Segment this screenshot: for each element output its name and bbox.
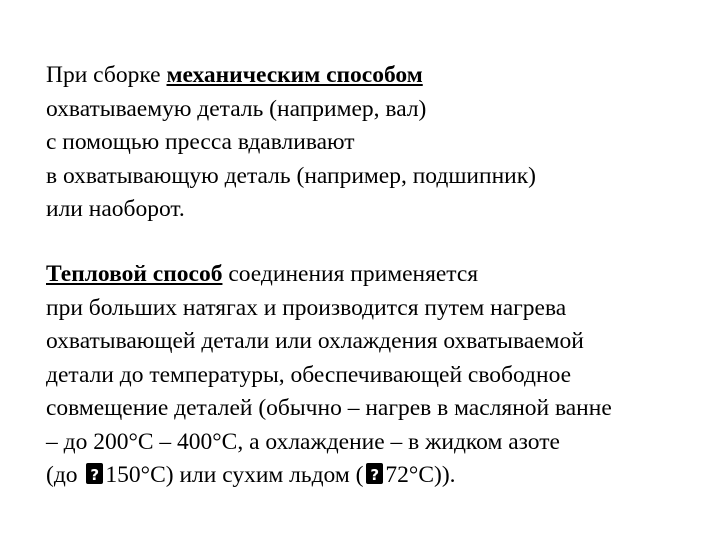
text-line: с помощью пресса вдавливают [46, 129, 355, 155]
missing-glyph-icon [86, 463, 103, 484]
paragraph-thermal-method [46, 258, 718, 493]
text-line: охватываемую деталь (например, вал) [46, 95, 427, 122]
text-line: охватывающей детали или охлаждения охватываемой [46, 328, 584, 354]
missing-glyph-icon [366, 463, 383, 484]
emphasis-mechanical-method: механическим способом [166, 62, 423, 88]
text-run: 72°С)). [385, 462, 456, 488]
text-run: При сборке [46, 62, 167, 88]
text-line: совмещение деталей (обычно – нагрев в масляной ванне [46, 395, 612, 421]
text-run: (до [46, 462, 84, 488]
text-line: детали до температуры, обеспечивающей свободное [46, 361, 572, 388]
text-line: или наоборот. [46, 196, 185, 222]
text-run: 150°С) или сухим льдом ( [105, 462, 364, 488]
text-line [46, 258, 718, 292]
text-line [46, 59, 718, 93]
text-line: в охватывающую деталь (например, подшипник) [46, 162, 536, 189]
text-line: при больших натягах и производится путем нагрева [46, 294, 567, 321]
emphasis-thermal-method: Тепловой способ [46, 261, 223, 287]
text-line [46, 459, 718, 493]
text-line: – до 200°С – 400°С, а охлаждение – в жидком азоте [46, 428, 560, 455]
paragraph-mechanical-method [46, 59, 718, 227]
text-run: соединения применяется [222, 261, 479, 287]
